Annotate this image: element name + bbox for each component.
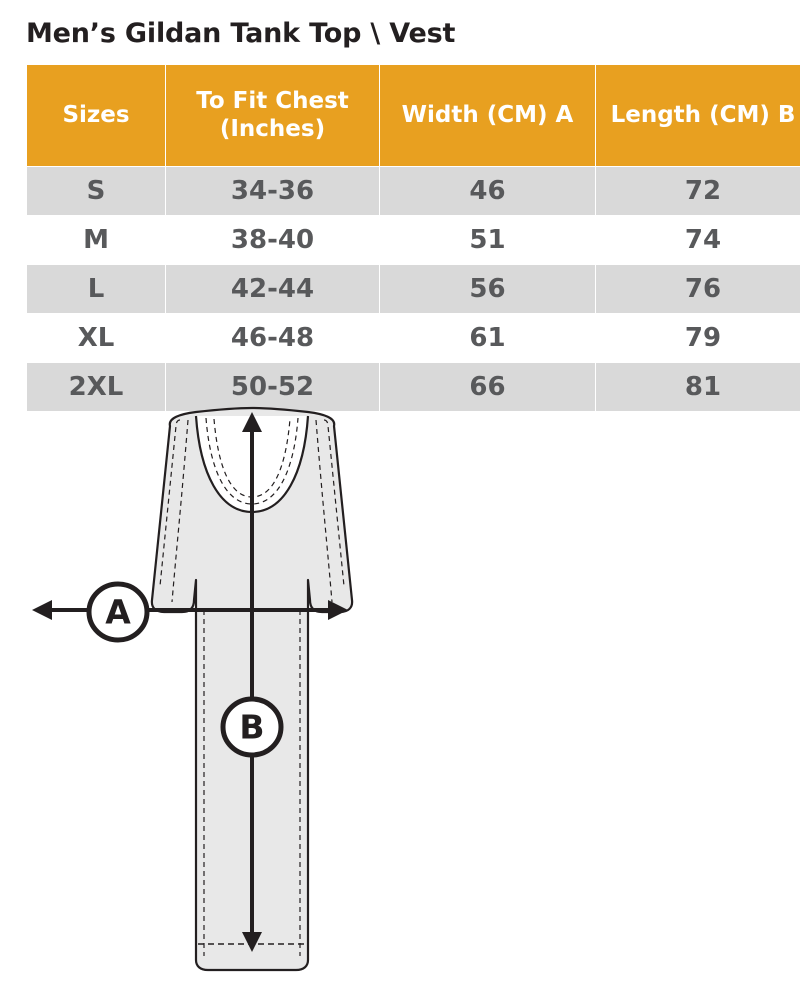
column-header-width: Width (CM) A	[380, 65, 596, 167]
cell-length: 72	[596, 167, 800, 216]
cell-length: 76	[596, 265, 800, 314]
cell-width: 66	[380, 363, 596, 412]
cell-chest: 50-52	[166, 363, 380, 412]
garment-diagram	[0, 404, 800, 985]
table-row	[27, 216, 800, 265]
cell-width: 51	[380, 216, 596, 265]
cell-size: XL	[27, 314, 166, 363]
column-header-chest: To Fit Chest (Inches)	[166, 65, 380, 167]
column-header-length: Length (CM) B	[596, 65, 800, 167]
cell-size: L	[27, 265, 166, 314]
table-row	[27, 167, 800, 216]
cell-width: 46	[380, 167, 596, 216]
cell-size: 2XL	[27, 363, 166, 412]
cell-chest: 38-40	[166, 216, 380, 265]
width-marker-label: A	[105, 592, 131, 632]
cell-length: 79	[596, 314, 800, 363]
table-header-row	[27, 65, 800, 167]
cell-size: S	[27, 167, 166, 216]
width-marker-A	[89, 584, 147, 640]
cell-chest: 34-36	[166, 167, 380, 216]
size-chart-table	[26, 64, 800, 412]
cell-length: 74	[596, 216, 800, 265]
cell-size: M	[27, 216, 166, 265]
table-header	[27, 65, 800, 167]
table-row	[27, 265, 800, 314]
cell-width: 56	[380, 265, 596, 314]
length-marker-B	[223, 699, 281, 755]
column-header-sizes: Sizes	[27, 65, 166, 167]
cell-width: 61	[380, 314, 596, 363]
cell-chest: 42-44	[166, 265, 380, 314]
length-marker-label: B	[239, 707, 265, 747]
cell-length: 81	[596, 363, 800, 412]
page-title: Men’s Gildan Tank Top \ Vest	[26, 18, 456, 49]
table-body	[27, 167, 800, 412]
table-row	[27, 314, 800, 363]
cell-chest: 46-48	[166, 314, 380, 363]
